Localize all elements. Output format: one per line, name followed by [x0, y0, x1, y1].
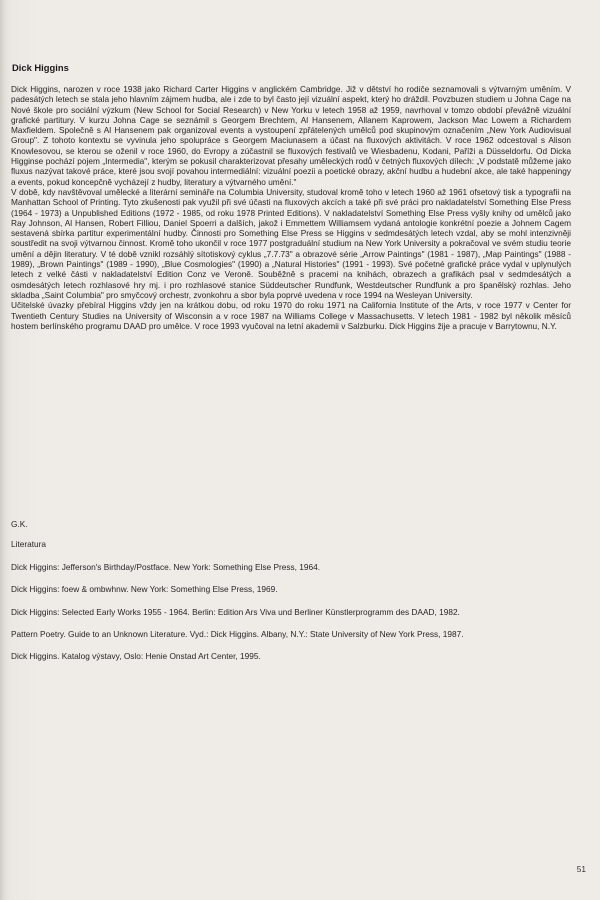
article-title: Dick Higgins — [12, 62, 69, 73]
reference-item: Dick Higgins. Katalog výstavy, Oslo: Henie Onstad Art Center, 1995. — [11, 651, 261, 662]
body-paragraph: Učitelské úvazky přebíral Higgins vždy jen na krátkou dobu, od roku 1970 do roku 1971 na California Institute of the Arts, v roce 1977 v Center for Twentieth Century Studies na University of Wisconsin a v roce 1987 na Williams College v Massachusetts. V letech 1981 - 1982 byl několik měsíců hostem berlínského programu DAAD pro umělce. V roce 1993 vyučoval na letní akademii v Salzburku. Dick Higgins žije a pracuje v Barrytownu, N.Y. — [11, 300, 571, 331]
body-paragraph: Dick Higgins, narozen v roce 1938 jako Richard Carter Higgins v anglickém Cambridge. Již v dětství ho rodiče seznamovali s výtvarným uměním. V padesátých letech se stala jeho hlavním zájmem hudba, ale i zde to byl často její vizuální aspekt, který ho dráždil. Povzbuzen studiem u Johna Cage na Nové škole pro sociální výzkum (New School for Social Research) v New Yorku v letech 1958 až 1959, navrhoval v tomzo období převážně vizuální grafické partitury. V kurzu Johna Cage se seznámil s Georgem Brechtem, Al Hansenem, Allanem Kaprowem, Jackson Mac Lowem a Richardem Maxfieldem. Společně s Al Hansenem pak organizoval events a vystoupení zpřátelených umělců pod skupinovým označením „New York Audiovisual Group". Z tohoto kontextu se vyvinula jeho spolupráce s Georgem Maciunasem a účast na fluxových aktivitách. V roce 1962 odcestoval s Alison Knowlesovou, se kterou se oženil v roce 1960, do Evropy a zúčastnil se fluxových festivalů ve Wiesbadenu, Kodani, Paříži a Düsseldorfu. Od Dicka Higginse pochází pojem „Intermedia", kterým se pokusil charakterizovat přesahy uměleckých rodů v četných fluxových dílech: „V podstatě můžeme jako fluxus nazývat takové práce, které jsou svojí povahou intermediální: vizuální poezii a poetické obrazy, akční hudbu a hudební akce, ale také happeningy a events, pokud koncepčně vycházejí z hudby, literatury a výtvarného umění." — [11, 84, 571, 187]
reference-item: Pattern Poetry. Guide to an Unknown Literature. Vyd.: Dick Higgins. Albany, N.Y.: State University of New York Press, 1987. — [11, 628, 464, 639]
literature-heading: Literatura — [11, 539, 47, 549]
page-number: 51 — [576, 864, 586, 874]
reference-item: Dick Higgins: Jefferson's Birthday/Postface. New York: Something Else Press, 1964. — [11, 562, 321, 572]
author-initials: G.K. — [11, 519, 28, 529]
book-spine-shadow — [0, 0, 6, 900]
reference-item: Dick Higgins: Selected Early Works 1955 - 1964. Berlin: Edition Ars Viva und Berliner Künstlerprogramm des DAAD, 1982. — [11, 606, 460, 617]
body-paragraph: V době, kdy navštěvoval umělecké a literární semináře na Columbia University, studoval kromě toho v letech 1960 až 1961 ofsetový tisk a typografii na Manhattan School of Printing. Tyto zkušenosti pak využil při své účasti na fluxových akcích a také při své práci pro nakladatelství Something Else Press (1964 - 1973) a Unpublished Editions (1972 - 1985, od roku 1978 Printed Editions). V nakladatelství Something Else Press vyšly knihy od umělců jako Ray Johnson, Al Hansen, Robert Filliou, Daniel Spoerri a dalších, jakož i Emmettem Williamsem vydaná antologie konkrétní poezie a Johnem Cagem sestavená sbírka partitur experimentální hudby. Činnosti pro Something Else Press se Higgins v sedmdesátých letech vzdal, aby se mohl intenzivněji soustředit na svoji výtvarnou činnost. Kromě toho ukončil v roce 1977 postgraduální studium na New York University a pokračoval ve svém studiu teorie umění a dějin literatury. V té době vznikl rozsáhlý sítotiskový cyklus „7.7.73" a obrazové série „Arrow Paintings" (1981 - 1987), „Map Paintings" (1988 - 1989), „Brown Paintings" (1989 - 1990), „Blue Cosmologies" (1990) a „Natural Histories" (1991 - 1993). Své početné grafické práce vydal v uplynulých letech z velké části v nakladatelství Edition Conz ve Veroně. Souběžně s pracemi na knihách, obrazech a grafikách psal v sedmdesátých a osmdesátých letech rozhlasové hry mj. i pro rozhlasové stanice Süddeutscher Rundfunk, Westdeutscher Rundfunk a pro španělský rozhlas. Jeho skladba „Saint Columbia" pro smyčcový orchestr, zvonkohru a sbor byla poprvé uvedena v roce 1994 na Wesleyan University. — [11, 186, 571, 300]
article-body — [11, 84, 571, 331]
reference-list — [11, 562, 571, 673]
reference-item: Dick Higgins: foew & ombwhnw. New York: Something Else Press, 1969. — [11, 584, 278, 595]
